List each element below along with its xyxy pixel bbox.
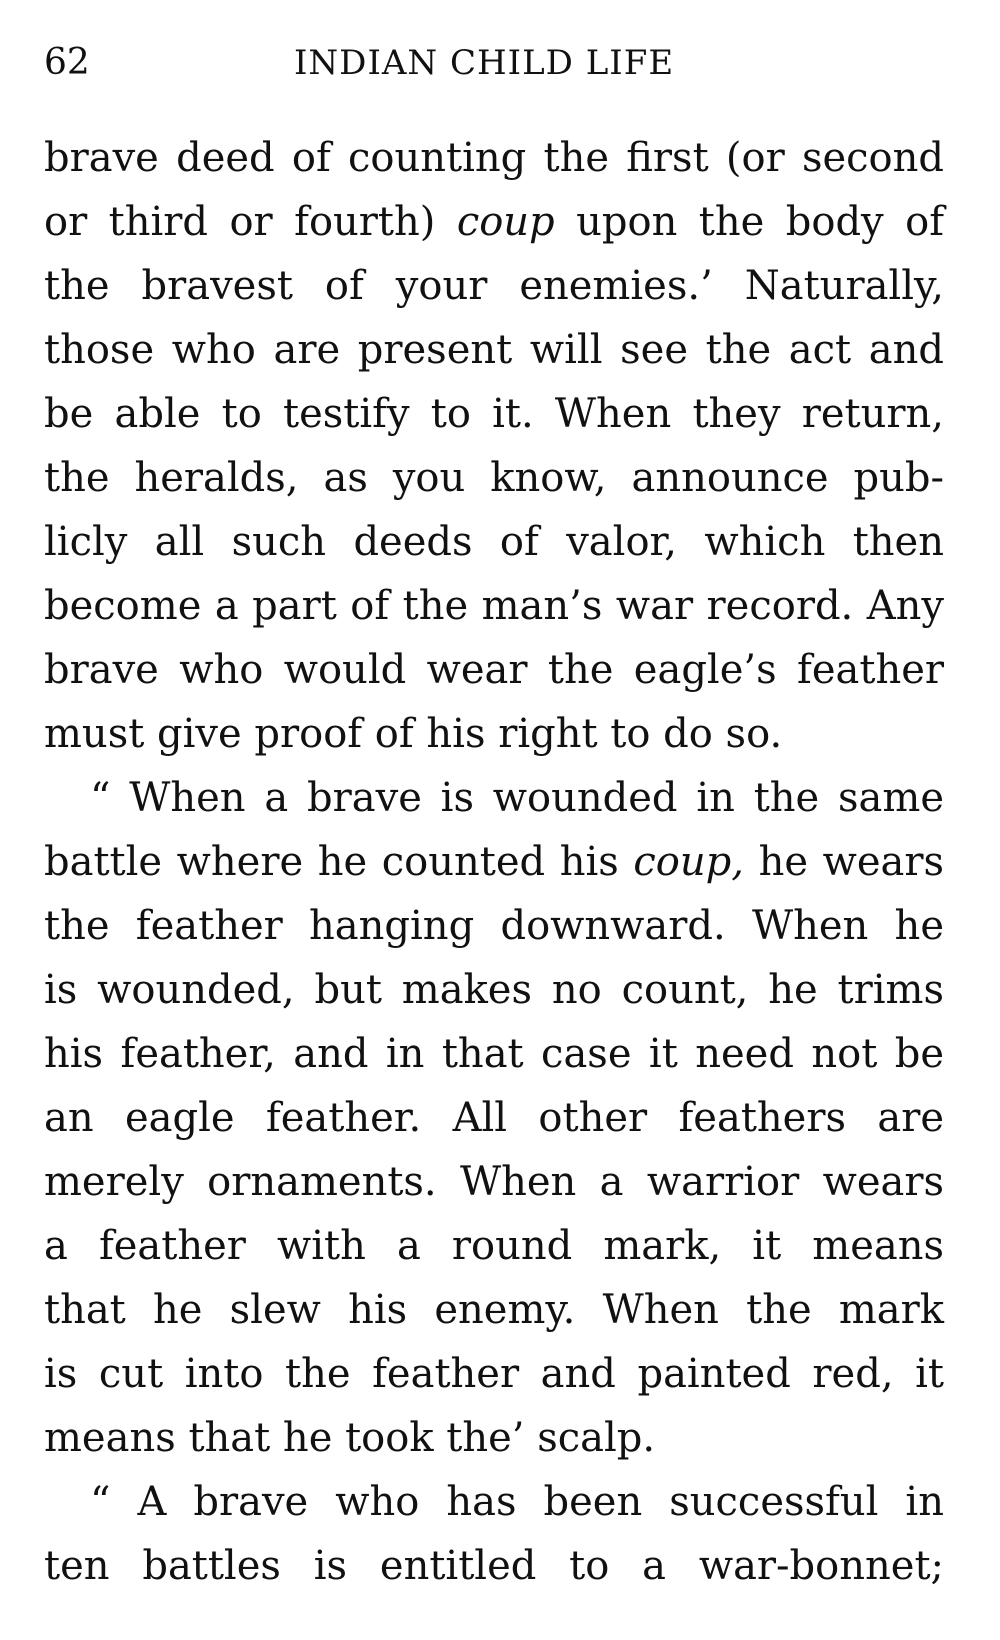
text-segment: he wears <box>743 839 944 885</box>
text-line: licly all such deeds of valor, which then <box>44 519 944 565</box>
text-line: ten battles is entitled to a war-bonnet; <box>44 1543 944 1589</box>
text-line <box>44 830 944 894</box>
italic-word: coup <box>456 199 555 245</box>
text-line: those who are present will see the act and <box>44 327 944 373</box>
text-line <box>44 190 944 254</box>
running-title: INDIAN CHILD LIFE <box>294 43 675 83</box>
text-line: merely ornaments. When a warrior wears <box>44 1159 944 1205</box>
text-segment: or third or fourth) <box>44 199 457 245</box>
text-segment: upon the body of <box>554 199 944 245</box>
text-line: the feather hanging downward. When he <box>44 903 944 949</box>
page-number: 62 <box>44 42 90 83</box>
text-line: brave deed of counting the first (or second <box>44 135 944 181</box>
text-line: his feather, and in that case it need not be <box>44 1031 944 1077</box>
text-line: is wounded, but makes no count, he trims <box>44 967 944 1013</box>
text-line: must give proof of his right to do so. <box>44 711 783 757</box>
italic-word: coup, <box>633 839 744 885</box>
text-line: “ When a brave is wounded in the same <box>90 775 944 821</box>
body-text <box>44 126 944 1598</box>
text-line: a feather with a round mark, it means <box>44 1223 944 1269</box>
running-head <box>44 38 944 88</box>
text-line: means that he took the’ scalp. <box>44 1415 656 1461</box>
text-line: is cut into the feather and painted red, it <box>44 1351 944 1397</box>
text-line: that he slew his enemy. When the mark <box>44 1287 944 1333</box>
text-line: an eagle feather. All other feathers are <box>44 1095 944 1141</box>
text-segment: battle where he counted his <box>44 839 634 885</box>
text-line: “ A brave who has been successful in <box>90 1479 944 1525</box>
text-line: be able to testify to it. When they return, <box>44 391 944 437</box>
text-line: the bravest of your enemies.’ Naturally, <box>44 263 944 309</box>
text-line: brave who would wear the eagle’s feather <box>44 647 944 693</box>
text-line: the heralds, as you know, announce pub- <box>44 455 944 501</box>
text-line: become a part of the man’s war record. Any <box>44 583 944 629</box>
